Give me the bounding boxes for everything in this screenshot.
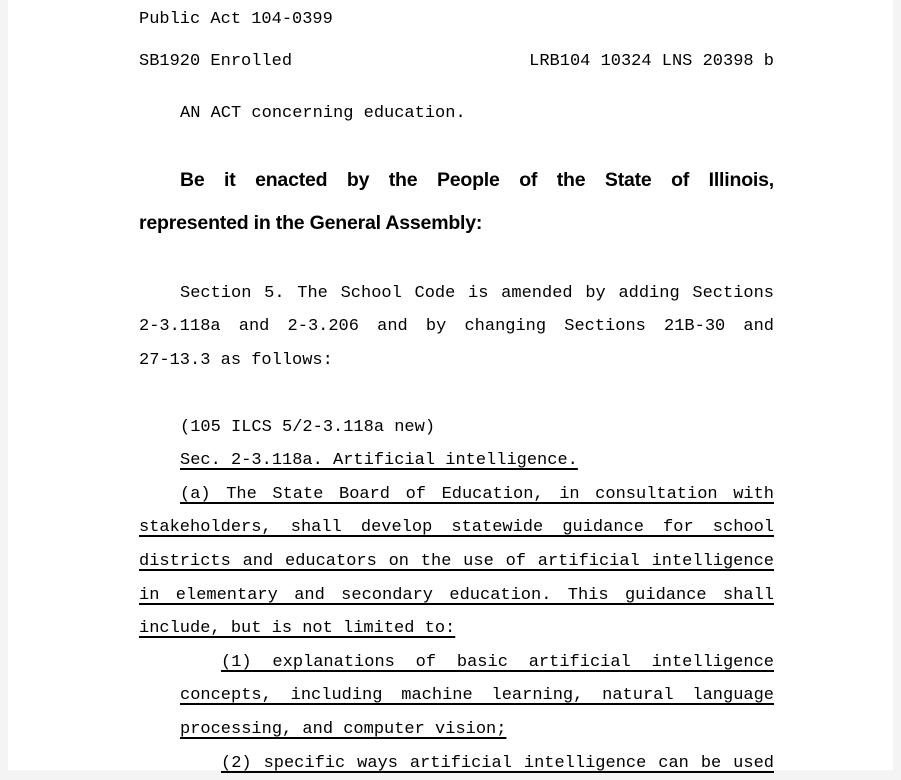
section-5-line-2: 2-3.118a and 2-3.206 and by changing Sections 21B-30 and	[139, 310, 774, 344]
enacting-clause-line-2: represented in the General Assembly:	[139, 202, 774, 245]
section-5-line-3: 27-13.3 as follows:	[139, 344, 774, 378]
document-content	[139, 0, 774, 780]
section-5-line-1: Section 5. The School Code is amended by adding Sections	[139, 277, 774, 311]
subsection-a-line-2: stakeholders, shall develop statewide guidance for school	[139, 511, 774, 545]
item-1-line-3: processing, and computer vision;	[139, 713, 774, 747]
bill-number: SB1920 Enrolled	[139, 45, 292, 79]
public-act-number: Public Act 104-0399	[139, 3, 774, 37]
item-1-line-1: (1) explanations of basic artificial intelligence	[139, 646, 774, 680]
section-heading: Sec. 2-3.118a. Artificial intelligence.	[139, 444, 774, 478]
new-section-block	[139, 411, 774, 780]
document-page	[8, 0, 893, 770]
subsection-a-line-5: include, but is not limited to:	[139, 612, 774, 646]
item-2-line-1: (2) specific ways artificial intelligence can be used	[139, 747, 774, 780]
bill-header-row	[139, 45, 774, 79]
item-1-line-2: concepts, including machine learning, natural language	[139, 679, 774, 713]
enacting-clause	[139, 159, 774, 245]
ilcs-reference: (105 ILCS 5/2-3.118a new)	[139, 411, 774, 445]
subsection-a-line-1: (a) The State Board of Education, in consultation with	[139, 478, 774, 512]
subsection-a-line-4: in elementary and secondary education. This guidance shall	[139, 579, 774, 613]
section-5-paragraph	[139, 277, 774, 378]
act-title: AN ACT concerning education.	[139, 97, 774, 131]
enacting-clause-line-1: Be it enacted by the People of the State of Illinois,	[139, 159, 774, 202]
subsection-a-line-3: districts and educators on the use of artificial intelligence	[139, 545, 774, 579]
lrb-number: LRB104 10324 LNS 20398 b	[529, 45, 774, 79]
